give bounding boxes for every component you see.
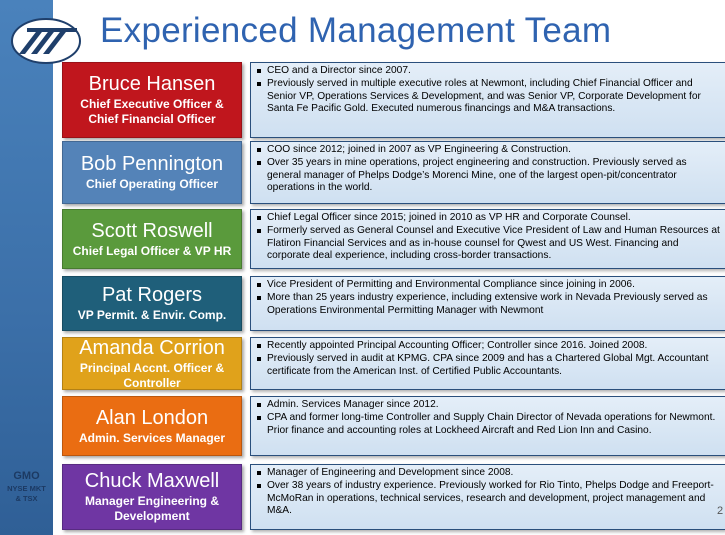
description-box <box>250 464 725 530</box>
company-logo <box>9 14 87 66</box>
bullet-item: Vice President of Permitting and Environmental Compliance since joining in 2006. <box>255 279 721 291</box>
bullet-item: Over 35 years in mine operations, project engineering and construction. Previously served as general manager of Phelps Dodge’s Morenci Mine, one of the largest open-pit/concentrator operations in the world. <box>255 157 721 194</box>
member-name: Chuck Maxwell <box>84 470 220 492</box>
member-role: Admin. Services Manager <box>78 430 226 445</box>
page-title: Experienced Management Team <box>100 11 612 50</box>
name-box <box>62 464 242 530</box>
bullet-item: Formerly served as General Counsel and Executive Vice President of Law and Human Resources at Flatiron Financial Services and as in-house counsel for Qwest and US West. Financing and corporate deal experience, including cross-border transactions. <box>255 225 721 262</box>
member-name: Amanda Corrion <box>79 336 225 359</box>
bullet-item: CPA and former long-time Controller and Supply Chain Director of Nevada operations for Newmont. Prior finance and accounting roles at Lockheed Aircraft and Red Lion Inn and Casino. <box>255 412 721 437</box>
bullet-item: Manager of Engineering and Development since 2008. <box>255 467 721 479</box>
bullet-item: Previously served in audit at KPMG. CPA since 2009 and has a Chartered Global Mgt. Accountant certificate from the American Inst. of Certified Public Accountants. <box>255 353 721 378</box>
bullet-item: More than 25 years industry experience, including extensive work in Nevada Previously served as Operations Environmental Permitting Manager with Newmont <box>255 292 721 317</box>
member-name: Bob Pennington <box>80 153 224 175</box>
team-member-row <box>62 464 725 530</box>
member-role: VP Permit. & Envir. Comp. <box>77 308 227 322</box>
description-box <box>250 62 725 138</box>
ticker-line-3: & TSX <box>15 494 38 503</box>
name-box <box>62 209 242 269</box>
team-member-row <box>62 62 725 138</box>
name-box <box>62 276 242 331</box>
ticker-line-2: NYSE MKT <box>7 484 46 493</box>
description-box <box>250 396 725 456</box>
member-role: Manager Engineering & Development <box>84 494 220 523</box>
member-role: Chief Operating Officer <box>85 177 219 191</box>
member-name: Scott Roswell <box>91 219 213 242</box>
description-box <box>250 337 725 390</box>
description-box <box>250 209 725 269</box>
team-member-row <box>62 276 725 331</box>
ticker-label <box>0 470 53 503</box>
description-box <box>250 276 725 331</box>
member-name: Alan London <box>95 406 209 429</box>
bullet-item: Over 38 years of industry experience. Previously worked for Rio Tinto, Phelps Dodge and Freeport-McMoRan in operations, technical services, research and development, project management and M&A. <box>255 480 721 517</box>
member-role: Principal Accnt. Officer & Controller <box>79 360 225 390</box>
team-member-row <box>62 209 725 269</box>
page-number: 2 <box>717 505 724 517</box>
name-box <box>62 141 242 204</box>
name-box <box>62 62 242 138</box>
bullet-item: Admin. Services Manager since 2012. <box>255 399 721 411</box>
name-box <box>62 396 242 456</box>
team-member-row <box>62 396 725 456</box>
member-name: Bruce Hansen <box>88 73 216 95</box>
team-member-row <box>62 337 725 390</box>
bullet-item: Recently appointed Principal Accounting Officer; Controller since 2016. Joined 2008. <box>255 340 721 352</box>
bullet-item: CEO and a Director since 2007. <box>255 65 721 77</box>
bullet-item: Previously served in multiple executive roles at Newmont, including Chief Financial Officer and Senior VP, Operations Services & Development, and was Senior VP, Corporate Development for Santa Fe Pacific Gold. Executed numerous financings and M&A transactions. <box>255 78 721 115</box>
ticker-line-1: GMO <box>13 470 40 482</box>
bullet-item: COO since 2012; joined in 2007 as VP Engineering & Construction. <box>255 144 721 156</box>
member-name: Pat Rogers <box>101 284 203 306</box>
member-role: Chief Executive Officer & Chief Financial Officer <box>80 97 224 126</box>
bullet-item: Chief Legal Officer since 2015; joined in 2010 as VP HR and Corporate Counsel. <box>255 212 721 224</box>
left-sidebar-bar <box>0 0 53 535</box>
team-member-row <box>62 141 725 204</box>
name-box <box>62 337 242 390</box>
member-role: Chief Legal Officer & VP HR <box>72 243 232 258</box>
description-box <box>250 141 725 204</box>
